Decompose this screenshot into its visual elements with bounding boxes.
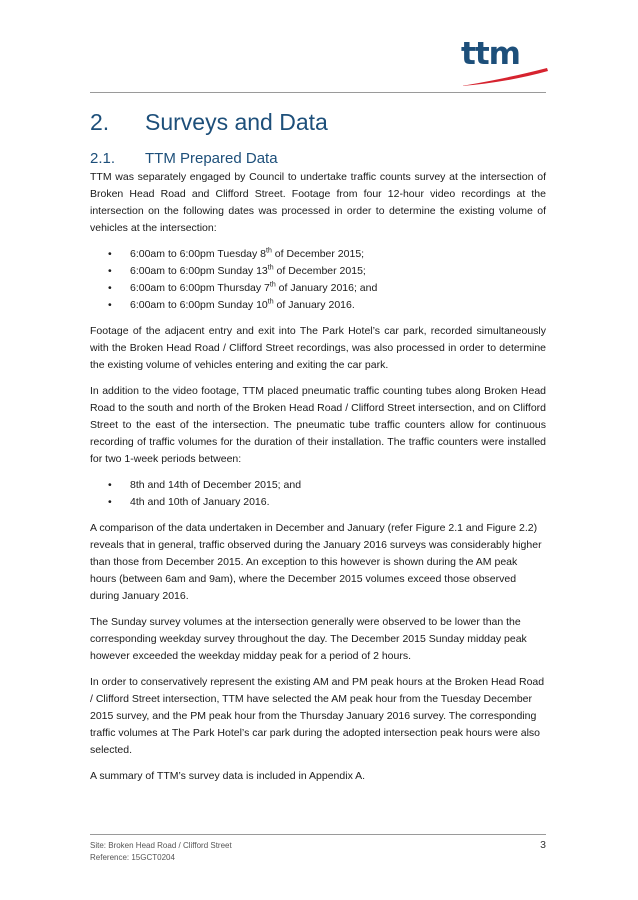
subsection-number: 2.1. <box>90 150 116 167</box>
list-item: • 4th and 10th of January 2016. <box>90 494 546 511</box>
paragraph-1: TTM was separately engaged by Council to undertake traffic counts survey at the intersection of Broken Head Road and Clifford Street. Footage from four 12-hour video recordings at the intersection on the following dates was processed in order to determine the existing volume of vehicles at the intersection: <box>90 171 546 234</box>
installation-periods-list <box>90 477 546 511</box>
page-number: 3 <box>540 839 546 851</box>
list-item: • 8th and 14th of December 2015; and <box>90 477 546 494</box>
bullet-icon: • <box>108 496 112 508</box>
section-heading <box>90 107 328 137</box>
list-item: • 6:00am to 6:00pm Tuesday 8th of December 2015; <box>90 246 546 263</box>
paragraph-5: The Sunday survey volumes at the intersection generally were observed to be lower than the corresponding weekday survey throughout the day. The December 2015 Sunday midday peak however exceeded the weekday midday peak for a period of 2 hours. <box>90 616 527 662</box>
paragraph-4: A comparison of the data undertaken in December and January (refer Figure 2.1 and Figure 2.2) reveals that in general, traffic observed during the January 2016 surveys was considerably higher than those from December 2015. An exception to this however is shown during the AM peak hours (between 6am and 9am), where the December 2015 volumes exceed those observed during January 2016. <box>90 522 542 602</box>
subsection-title: TTM Prepared Data <box>145 150 278 167</box>
list-item: • 6:00am to 6:00pm Sunday 13th of December 2015; <box>90 263 546 280</box>
list-item: • 6:00am to 6:00pm Thursday 7th of January 2016; and <box>90 280 546 297</box>
logo-swoosh-icon <box>461 64 549 88</box>
bullet-icon: • <box>108 299 112 311</box>
footer-divider <box>90 834 546 835</box>
footer-reference: Reference: 15GCT0204 <box>90 853 175 862</box>
survey-dates-list <box>90 246 546 314</box>
paragraph-7: A summary of TTM’s survey data is included in Appendix A. <box>90 770 366 782</box>
ttm-logo <box>461 38 549 90</box>
bullet-icon: • <box>108 282 112 294</box>
bullet-icon: • <box>108 479 112 491</box>
logo-text: ttm <box>461 36 520 72</box>
section-number: 2. <box>90 109 110 135</box>
paragraph-3: In addition to the video footage, TTM placed pneumatic traffic counting tubes along Broken Head Road to the south and north of the Broken Head Road / Clifford Street intersection, and on Clifford Street to the east of the intersection. The pneumatic tube traffic counters allow for continuous recording of traffic volumes for the duration of their installation. The traffic counters were installed for two 1-week periods between: <box>90 385 546 465</box>
body-content <box>90 169 546 794</box>
paragraph-2: Footage of the adjacent entry and exit into The Park Hotel’s car park, recorded simultaneously with the Broken Head Road / Clifford Street recordings, was also processed in order to determine the existing volume of vehicles entering and exiting the car park. <box>90 325 546 371</box>
bullet-icon: • <box>108 265 112 277</box>
bullet-icon: • <box>108 248 112 260</box>
section-title: Surveys and Data <box>145 109 328 135</box>
footer-site: Site: Broken Head Road / Clifford Street <box>90 841 232 850</box>
list-item: • 6:00am to 6:00pm Sunday 10th of January 2016. <box>90 297 546 314</box>
header-divider <box>90 92 546 93</box>
footer <box>90 840 232 864</box>
paragraph-6: In order to conservatively represent the existing AM and PM peak hours at the Broken Head Road / Clifford Street intersection, TTM have selected the AM peak hour from the Tuesday December 2015 survey, and the PM peak hour from the Thursday January 2016 survey. The corresponding traffic volumes at The Park Hotel’s car park during the adopted intersection peak hours were also selected. <box>90 676 545 756</box>
subsection-heading <box>90 149 278 169</box>
